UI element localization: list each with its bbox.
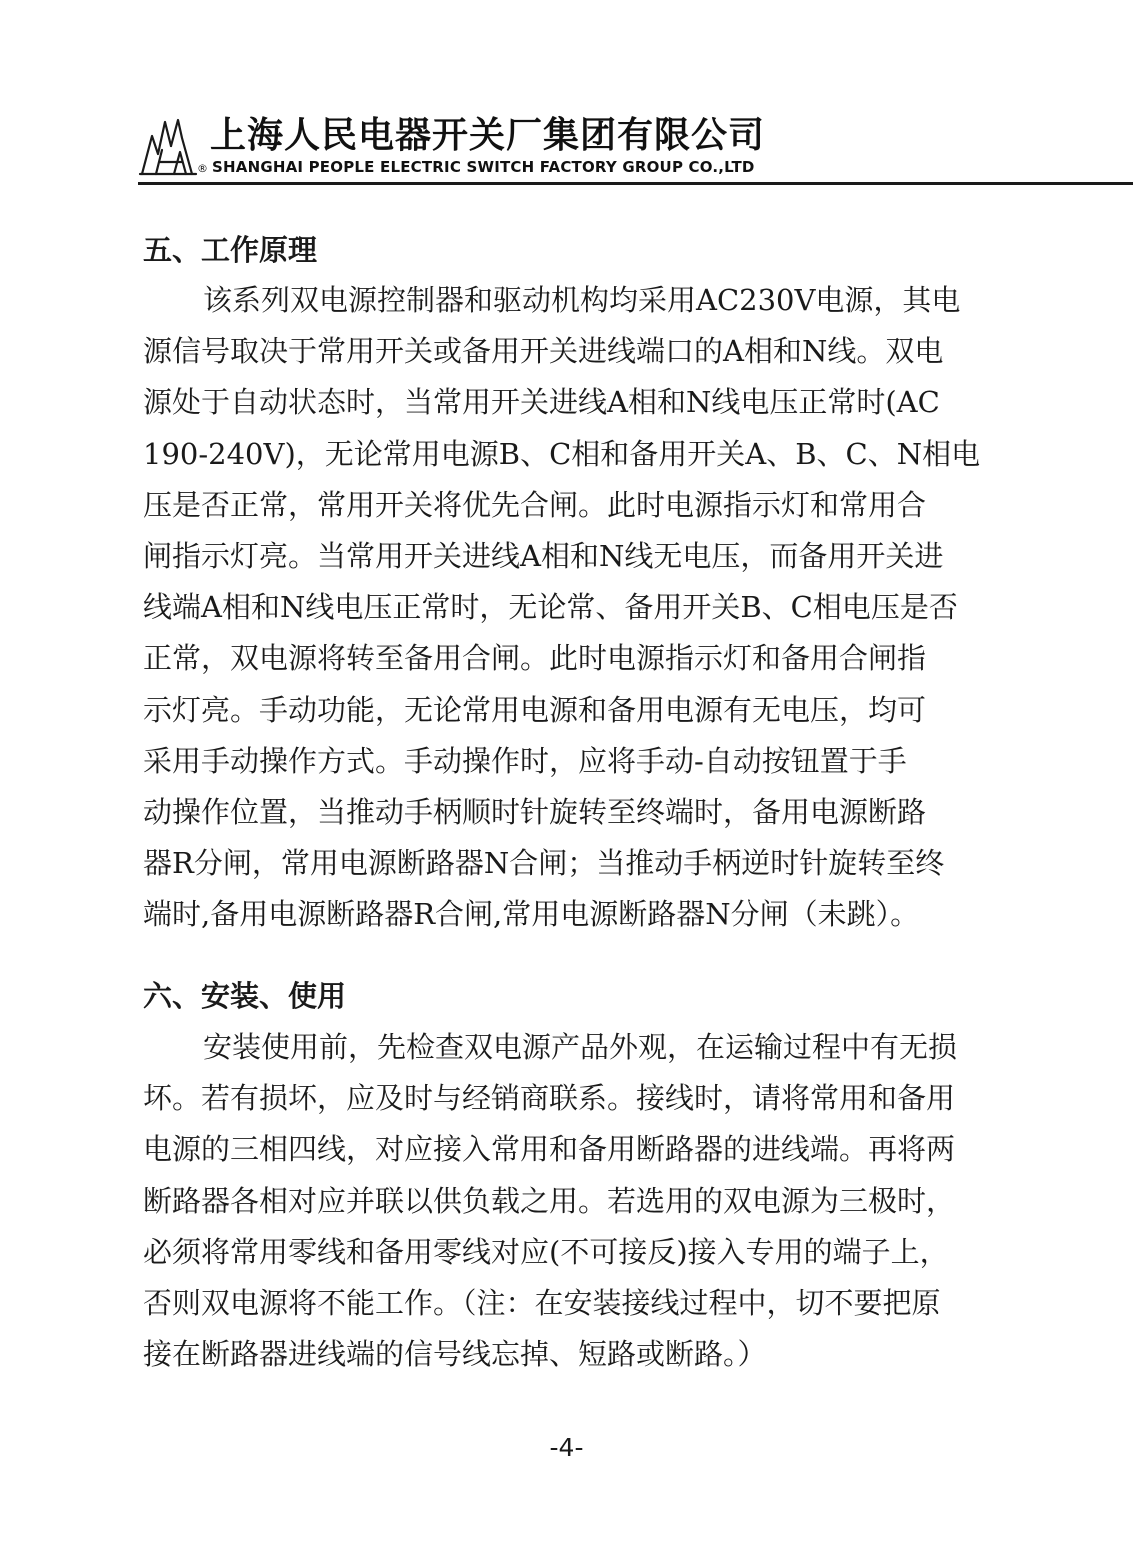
section-title: 五、工作原理: [143, 233, 318, 267]
paragraph-line: 正常，双电源将转至备用合闸。此时电源指示灯和备用合闸指: [143, 641, 927, 676]
paragraph-line: 坏。若有损坏，应及时与经销商联系。接线时，请将常用和备用: [143, 1081, 956, 1116]
company-name-en: SHANGHAI PEOPLE ELECTRIC SWITCH FACTORY GROUP CO.,LTD: [212, 158, 755, 176]
company-name-cn: 上海人民电器开关厂集团有限公司: [210, 115, 766, 156]
paragraph-line: 接在断路器进线端的信号线忘掉、短路或断路。）: [143, 1337, 767, 1372]
paragraph-line: 否则双电源将不能工作。（注：在安装接线过程中，切不要把原: [143, 1285, 941, 1320]
section-body: [143, 1022, 983, 1380]
header-divider: [138, 182, 1133, 185]
paragraph-line: 190-240V)，无论常用电源B、C相和备用开关A、B、C、N相电: [143, 436, 981, 471]
paragraph-line: 源处于自动状态时，当常用开关进线A相和N线电压正常时(AC: [143, 385, 940, 420]
paragraph-line: 电源的三相四线，对应接入常用和备用断路器的进线端。再将两: [143, 1132, 956, 1167]
paragraph-line: 采用手动操作方式。手动操作时，应将手动-自动按钮置于手: [143, 743, 907, 778]
paragraph-line: 动操作位置，当推动手柄顺时针旋转至终端时，备用电源断路: [143, 794, 927, 829]
paragraph-line: 安装使用前，先检查双电源产品外观，在运输过程中有无损: [203, 1030, 958, 1064]
section-body: [143, 275, 983, 940]
paragraph-line: 器R分闸，常用电源断路器N合闸；当推动手柄逆时针旋转至终: [143, 846, 945, 881]
registered-mark: ®: [197, 162, 208, 175]
paragraph-line: 必须将常用零线和备用零线对应(不可接反)接入专用的端子上，: [143, 1234, 949, 1269]
paragraph-line: 闸指示灯亮。当常用开关进线A相和N线无电压，而备用开关进: [143, 538, 944, 573]
section-title: 六、安装、使用: [143, 979, 347, 1013]
paragraph-line: 压是否正常，常用开关将优先合闸。此时电源指示灯和常用合: [143, 487, 927, 522]
company-logo-icon: [138, 116, 200, 178]
paragraph-line: 该系列双电源控制器和驱动机构均采用AC230V电源，其电: [203, 283, 961, 317]
paragraph-line: 源信号取决于常用开关或备用开关进线端口的A相和N线。双电: [143, 334, 944, 369]
paragraph-line: 端时,备用电源断路器R合闸,常用电源断路器N分闸（未跳）。: [143, 897, 920, 932]
page-header: [138, 112, 1133, 184]
paragraph-line: 线端A相和N线电压正常时，无论常、备用开关B、C相电压是否: [143, 590, 958, 625]
paragraph-line: 断路器各相对应并联以供负载之用。若选用的双电源为三极时，: [143, 1183, 956, 1218]
page-number: -4-: [549, 1433, 584, 1462]
paragraph-line: 示灯亮。手动功能，无论常用电源和备用电源有无电压，均可: [143, 692, 927, 727]
